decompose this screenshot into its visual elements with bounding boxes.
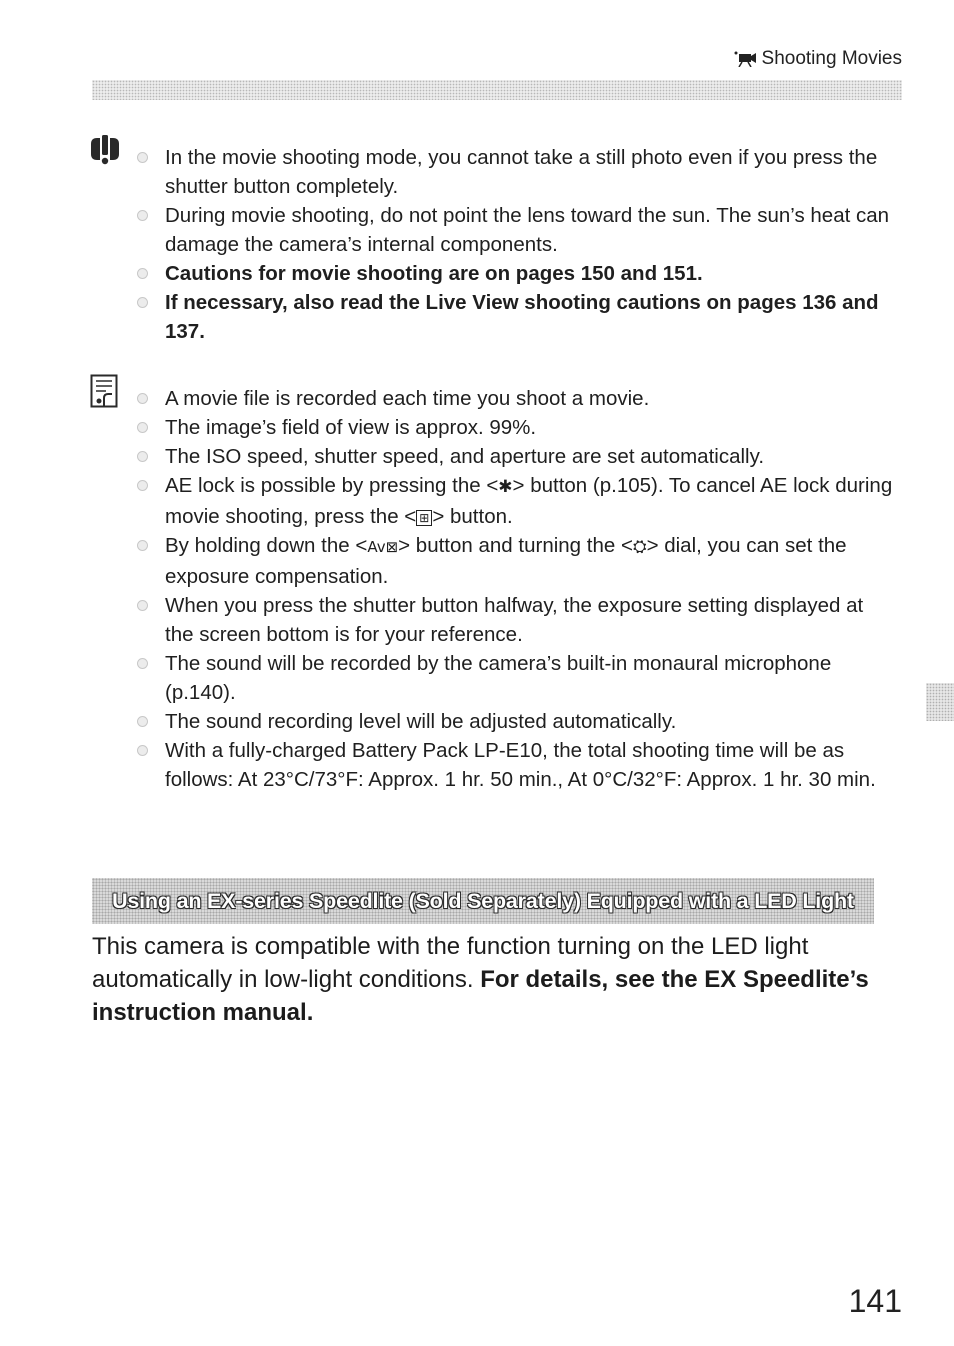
note-text: With a fully-charged Battery Pack LP-E10, the total shooting time will be as follows: At 23°C/73°F: Approx. 1 hr. 50 min., At 0°C/32°F: Approx. 1 hr. 30 min.: [165, 739, 876, 791]
note-text: When you press the shutter button halfway, the exposure setting displayed at the screen bottom is for your reference.: [165, 594, 864, 646]
bullet-dot: [137, 393, 148, 404]
note-text: A movie file is recorded each time you shoot a movie.: [165, 387, 650, 410]
bullet-dot: [137, 658, 148, 669]
caution-list: [134, 143, 894, 346]
header-title: Shooting Movies: [761, 48, 902, 69]
caution-item: [134, 288, 894, 346]
bullet-dot: [137, 600, 148, 611]
chapter-tab: [926, 683, 954, 721]
note-text: The image’s field of view is approx. 99%.: [165, 416, 537, 439]
note-text-post: > dial, you can set the exposure compensation.: [165, 534, 847, 588]
note-item: [134, 442, 894, 471]
caution-text: During movie shooting, do not point the lens toward the sun. The sun’s heat can damage the camera’s internal components.: [165, 204, 890, 256]
memo-icon: [90, 374, 118, 408]
caution-item: [134, 259, 894, 288]
bullet-dot: [137, 210, 148, 221]
bullet-dot: [137, 716, 148, 727]
note-text: The sound recording level will be adjusted automatically.: [165, 710, 677, 733]
bullet-dot: [137, 422, 148, 433]
notes-list: [134, 384, 894, 794]
section-body-bold: For details, see the EX Speedlite’s instruction manual.: [92, 966, 869, 1026]
caution-text: In the movie shooting mode, you cannot take a still photo even if you press the shutter button completely.: [165, 146, 878, 198]
page-number: 141: [848, 1283, 902, 1319]
caution-text: Cautions for movie shooting are on pages 150 and 151.: [165, 262, 703, 285]
note-text-post: > button.: [432, 505, 513, 528]
section-body: [92, 930, 882, 1029]
section-heading-text: Using an EX-series Speedlite (Sold Separately) Equipped with a LED Light: [112, 888, 854, 913]
note-item: [134, 649, 894, 707]
ae-lock-icon: ✱: [498, 477, 513, 497]
bullet-dot: [137, 451, 148, 462]
index-button-icon: ⊞: [416, 510, 432, 526]
section-body-plain: This camera is compatible with the function turning on the LED light automatically in low-light conditions.: [92, 933, 809, 993]
bullet-dot: [137, 152, 148, 163]
caution-text: If necessary, also read the Live View shooting cautions on pages 136 and 137.: [165, 291, 879, 343]
note-item: [134, 531, 894, 591]
caution-item: [134, 201, 894, 259]
note-text: The sound will be recorded by the camera’s built-in monaural microphone (p.140).: [165, 652, 832, 704]
note-item: [134, 384, 894, 413]
running-header: [734, 48, 902, 70]
main-dial-icon: ⛭: [632, 537, 647, 557]
note-text-pre: AE lock is possible by pressing the <: [165, 474, 499, 497]
caution-icon: [88, 134, 122, 166]
bullet-dot: [137, 745, 148, 756]
note-item: [134, 707, 894, 736]
bullet-dot: [137, 540, 148, 551]
caution-item: [134, 143, 894, 201]
note-item: [134, 413, 894, 442]
header-bar: [92, 80, 902, 100]
note-text-pre: By holding down the <: [165, 534, 368, 557]
note-item: [134, 736, 894, 794]
note-text: The ISO speed, shutter speed, and aperture are set automatically.: [165, 445, 765, 468]
section-heading: [92, 878, 874, 924]
bullet-dot: [137, 297, 148, 308]
bullet-dot: [137, 480, 148, 491]
movie-camera-icon: [734, 51, 756, 67]
bullet-dot: [137, 268, 148, 279]
note-text-mid: > button (p.105). To cancel AE lock during movie shooting, press the <: [165, 474, 893, 528]
note-item: [134, 471, 894, 531]
note-item: [134, 591, 894, 649]
note-text-mid: > button and turning the <: [398, 534, 633, 557]
av-exposure-icon: Av⊠: [367, 538, 399, 556]
